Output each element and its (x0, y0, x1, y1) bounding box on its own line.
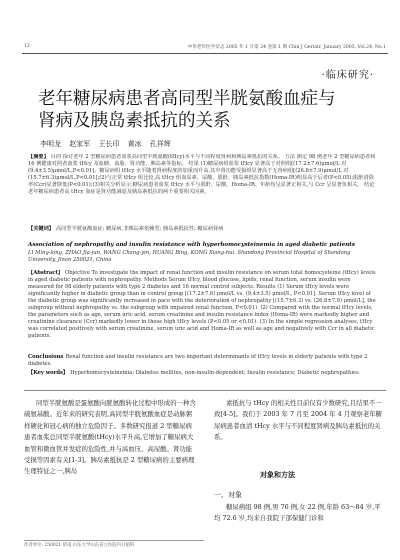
journal-citation: 中华老年医学杂志 2005 年 1 月第 24 卷第 1 期 Chin J Geriatr, January 2005, Vol.24, No.1 (187, 45, 386, 50)
body-paragraph-right: 素抵抗与 tHcy 的相关性目前仅有少数研究,且结果不一致[4-5]。我们于 2003 年 7 月至 2004 年 4 月观察老年糖尿病患者血清 tHcy 水平与不同程度肾病及胰岛素抵抗的关系。 (214, 399, 383, 442)
body-column-right (214, 398, 386, 454)
subsection-heading: 一、对象 (214, 491, 242, 499)
english-conclusion-label: Conclusions (28, 354, 64, 360)
chinese-keywords-text: 高同型半胱氨酸血症; 糖尿病,非胰岛素依赖型; 胰岛素抵抗性; 糖尿病肾病 (55, 226, 224, 232)
section-heading: 对象和方法 (260, 470, 295, 479)
author-affiliation-footnote: 作者单位: 250021 济南,山东大学山东省立医院内分泌科 (24, 540, 204, 549)
author-list: 李明龙 赵家军 王长印 黄冰 孔祥辉 (40, 140, 171, 148)
english-keywords-text: Hyperhomocysteinemia; Diabetes mellitus, non-insulin-dependent; Insulin resistance; Diabetic nephropathies (70, 370, 359, 376)
chinese-abstract (28, 154, 378, 222)
english-authors: LI Ming-long, ZHAO Jia-jun, WANG Chang-yin, HUANG Bing, KONG Xiang-hui. Shandong Provincial Hospital of Shandong University, Jinan 250021, China (28, 250, 351, 263)
column-tag: ·临床研究· (321, 70, 374, 81)
english-keywords (28, 370, 378, 377)
english-conclusion-text: Renal function and insulin resistance are two important determinants of tHcy levels in elderly patients with type 2 diabetes. (28, 354, 368, 367)
chinese-abstract-text: 目的 探讨老年 2 型糖尿病患者血浆高同型半胱氨酸(tHcy)水平与不同程度肾病和胰岛素抵抗的关系。 方法 测定 98 例老年 2 型糖尿病患者和 16 例健康对照者血浆 tHcy 及血糖、血脂、肾功能、胰岛素等指标。 结果 (1)糖尿病组血浆 tHcy 显著高于对照组[(17.2±7.6)μmol/L 对 (9.4±3.5)μmol/L,P<0.01]。糖尿病组 tHcy 水平随着肾病程度的加重而升高,其中肾功能受损组显著高于无肾病组[(26.8±7.9)μmol/L 对 (15.7±6.3)μmol/L,P<0.01];(2)与正常 tHcy 组比较,高 tHcy 组血尿素、尿酸、肌酐、胰岛素抵抗指数(Homa-IR)明显高于后者(P<0.05);肌酐清除率(Ccr)显著降低(P<0.01);(3)相关分析显示:糖尿病患者血浆 tHcy 水平与肌酐、尿酸、Homa-IR、年龄均呈显著正相关,与 Ccr 呈显著负相关。 结论 老年糖尿病患者高 tHcy 血症是肾功能减退及胰岛素抵抗的两个重要相关因素。 (28, 154, 376, 195)
article-title (38, 88, 368, 132)
chinese-keywords-label: 【关键词】 (28, 226, 54, 232)
english-conclusion (28, 354, 378, 368)
english-title: Association of nephropathy and insulin resistance with hyperhomocysteinemia in aged diabetic patients (28, 242, 355, 248)
chinese-keywords (28, 225, 378, 232)
body-column-right-continued (214, 502, 386, 536)
english-abstract-label: 【Abstract】 (28, 270, 63, 276)
body-column-left (24, 398, 196, 536)
body-paragraph-subjects: 糖尿病组 98 例,男 76 例,女 22 例,年龄 63～84 岁,平均 72.6 岁,均来自我院干部保健门诊和 (214, 503, 381, 523)
body-paragraph: 同型半胱氨酸是蛋氨酸向胱氨酸转化过程中形成的一种含硫氨基酸。近年来的研究表明,高同型半胱氨酸血症是动脉粥样硬化和冠心病的独立危险因子。多数研究报道 2 型糖尿病患者血浆总同型半胱氨酸(tHcy)水平升高,它增加了糖尿病大血管和微血管并发症的危险性,并与高血压、高尿酸、肾功能受损等因素有关[1-3]。胰岛素抵抗是 2 型糖尿病的主要病理生理特征之一,胰岛 (24, 399, 196, 476)
english-keywords-label: 【Key words】 (28, 370, 69, 376)
article-title-line-1: 老年糖尿病患者高同型半胱氨酸血症与 (38, 89, 336, 109)
abstract-separator (24, 390, 386, 391)
article-title-line-2: 肾病及胰岛素抵抗的关系 (38, 111, 231, 131)
chinese-abstract-label: 【摘要】 (28, 154, 49, 160)
page-number: 12 (24, 44, 30, 49)
header-rule (22, 53, 388, 54)
english-abstract-text: Objective To investigate the impact of renal function and insulin resistance on serum total homocysteine (tHcy) levels in aged diabetic patients with nephropathy. Methods Serum tHcy, blood glucose, lipids, renal function, serum insulin were measured for 98 elderly patients with type 2 diabetes and 16 normal control subjects. Results (1) Serum tHcy levels were significantly higher in diabetic group than in control group [(17.2±7.6) μmol/L vs. (9.4±3.5) μmol/L, P<0.01]. Serum tHcy level of the diabetic group was significantly increased in pace with the deterioration of nephropathy [(15.7±6.3) vs. (26.8±7.9) μmol/L], the subgroup without nephropathy vs. the subgroup with impaired renal function, P<0.01). (2) Compared with the normal tHcy levels, the parameters such as age, serum uric acid, serum creatinine and insulin resistance index (Homa-IR) were markedly higher and creatinine clearance (Ccr) markedly lower in those high tHcy levels (P<0.05 or <0.01). (3) In the simple regression analyses, tHcy was correlated positively with serum creatinine, serum uric acid and Homa-IR as well as age and negatively with Ccr in all diabetic patients. (28, 270, 376, 339)
english-abstract (28, 270, 378, 358)
